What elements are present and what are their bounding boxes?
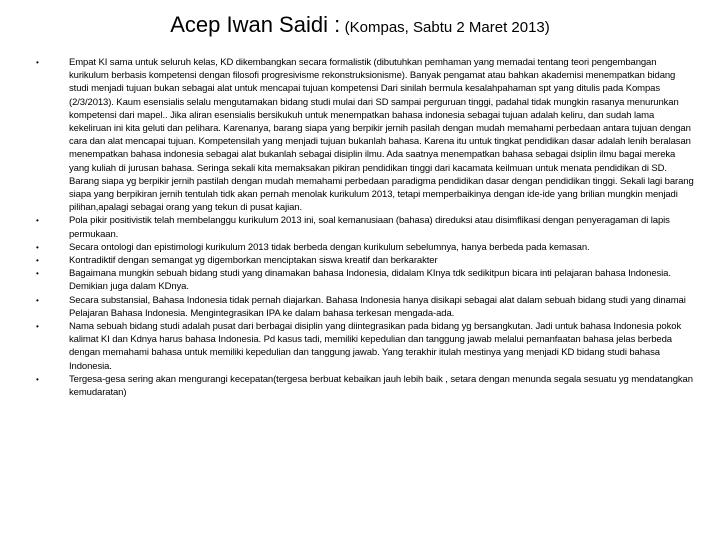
bullet-text: Tergesa-gesa sering akan mengurangi kecepatan(tergesa berbuat kebaikan jauh lebih baik , setara dengan menunda segala sesuatu yg mendatangkan kemudaratan) (69, 373, 693, 399)
bullet-dot-icon: • (36, 295, 39, 305)
bullet-text: Secara substansial, Bahasa Indonesia tidak pernah diajarkan. Bahasa Indonesia hanya disikapi sebagai alat dalam sebuah bidang studi yang dinamai Pelajaran Bahasa Indonesia. Mengintegrasikan IPA ke dalam bahasa terkesan mengada-ada. (69, 294, 686, 319)
title-source: (Kompas, Sabtu 2 Maret 2013) (344, 19, 550, 36)
bullet-item (36, 294, 696, 320)
bullet-text: Nama sebuah bidang studi adalah pusat dari berbagai disiplin yang diintegrasikan pada bidang yg bersangkutan. Jadi untuk bahasa Indonesia pokok kalimat KI dan Kdnya harus bahasa Indonesia. Pd kasus tadi, memiliki kepedulian dan tanggung jawab melalui pemanfaatan bahasa jelas berbeda dengan memahami bahasa untuk memiliki kepedulian dan tanggung jawab. Yang terakhir itulah mestinya yang menjadi KD bidang studi bahasa Indonesia. (69, 321, 682, 372)
title-main: Acep Iwan Saidi : (170, 12, 341, 37)
bullet-item (36, 267, 696, 293)
slide-title (0, 10, 720, 43)
bullet-dot-icon: • (36, 374, 39, 384)
bullet-item (36, 241, 696, 254)
bullet-text: Pola pikir positivistik telah membelanggu kurikulum 2013 ini, soal kemanusiaan (bahasa) direduksi atau disimflikasi dengan penyeragaman di lapis permukaan. (69, 215, 670, 240)
bullet-item (36, 320, 696, 373)
bullet-dot-icon: • (36, 269, 39, 279)
bullet-item (36, 214, 696, 240)
bullet-dot-icon: • (36, 256, 39, 266)
bullet-text: Bagaimana mungkin sebuah bidang studi yang dinamakan bahasa Indonesia, didalam KInya tdk sedikitpun bicara inti pelajaran bahasa Indonesia. Demikian juga dalam KDnya. (69, 268, 671, 293)
bullet-dot-icon: • (36, 322, 39, 332)
bullet-text: Empat KI sama untuk seluruh kelas, KD dikembangkan secara formalistik (dibutuhkan pemhaman yang memadai tentang teori pengembangan kurikulum berbasis kompetensi dengan filosofi progresivisme rekonstruksionisme). Banyak pengamat atau bahkan akademisi menempatkan bidang studi menjadi tujuan bukan sebagai alat untuk mencapai tujuan kompetensi Dari sinilah bermula kesalahpahaman spt yang ditulis pada Kompas (2/3/2013). Kaum esensialis selalu mengutamakan bidang studi mulai dari SD sampai perguruan tinggi, padahal tidak mungkin rasanya menurunkan kompetensi dari mapel.. Jika aliran esensialis bersikukuh untuk menempatkan bahasa indonesia sebagai tujuan adalah keliru, dan sudah lama kekeliruan ini kita geluti dan pelihara. Karenanya, barang siapa yang berpikir jernih pasilah dengan mudah memahami perbedaan antara tujuan dengan cara dan alat mencapai tujuan. Kompetensilah yang menjadi tujuan bukanlah bahasa. Karena itu untuk tingkat pendidikan dasar adalah lenih beralasan menempatkan bahasa indonesia sebagai alat bukanlah sebagai disiplin ilmu. Ada saatnya menempatkan bahasa sebagai dsiplin ilmu bagai mereka yang kuliah di jurusan bahasa. Seringa sekali kita memaksakan pikiran pendidikan tinggi dari kacamata keilmuan untuk menata pendidikan di SD. Barang siapa yg berpikir jernih pastilah dengan mudah memahami perbedaan paradigma pendidikan dasar dengan pendidikan tinggi. Sekali lagi barang siapa yang berpikiran jernih tentulah tidk akan pernah menolak kurikulum 2013, tetapi memperbaikinya dengan ide-ide yang brilian mungkin menjadi pilihan,apalagi sebagai orang yang tekun di pusat kajian. (69, 57, 694, 214)
bullet-text: Secara ontologi dan epistimologi kurikulum 2013 tidak berbeda dengan kurikulum sebelumnya, hanya berbeda pada kemasan. (69, 241, 590, 253)
bullet-item (36, 254, 696, 267)
bullet-item (36, 373, 696, 399)
bullet-item (36, 56, 696, 214)
bullet-list (36, 56, 696, 399)
bullet-text: Kontradiktif dengan semangat yg digemborkan menciptakan siswa kreatif dan berkarakter (69, 255, 438, 267)
bullet-dot-icon: • (36, 216, 39, 226)
bullet-dot-icon: • (36, 242, 39, 252)
bullet-dot-icon: • (36, 58, 39, 67)
